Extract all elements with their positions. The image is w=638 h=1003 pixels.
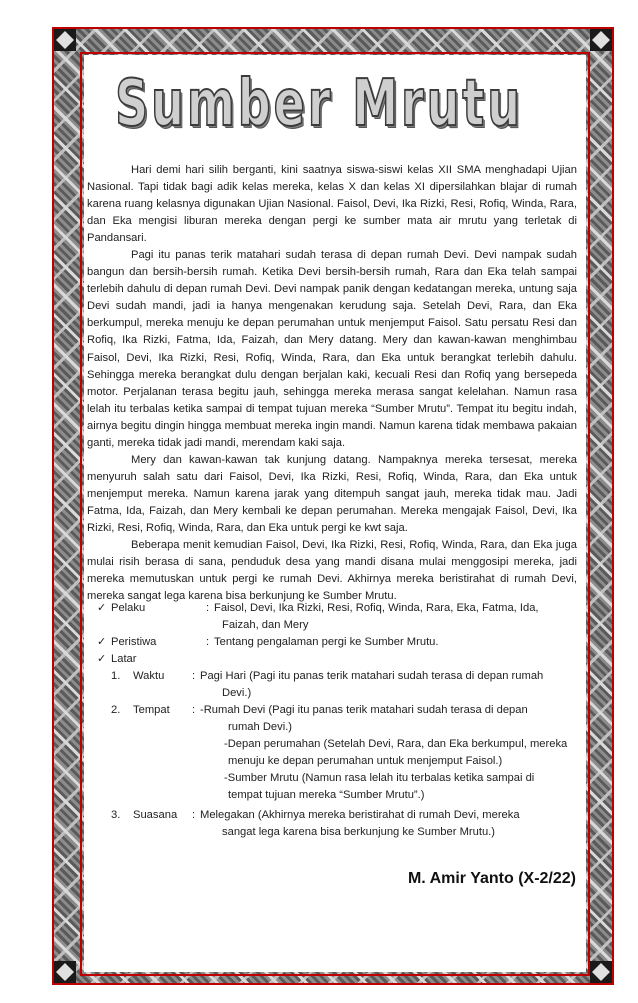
item-value: -Sumber Mrutu (Namun rasa lelah itu terbalas ketika sampai di (224, 772, 535, 784)
list-item-continuation (97, 787, 577, 804)
list-item-continuation (97, 824, 577, 841)
item-colon: : (192, 670, 196, 682)
item-label: Latar (111, 653, 137, 665)
story-paragraph: Beberapa menit kemudian Faisol, Devi, Ika Rizki, Resi, Rofiq, Winda, Rara, dan Eka juga mulai risih berasa di sana, penduduk desa yang mandi disana mulai menggosipi mereka, jadi mereka memutuskan untuk pergi ke rumah Devi. Akhirnya mereka beristirahat di rumah Devi, mereka sangat lega karena bisa berkunjung ke Sumber Mrutu. (87, 539, 577, 603)
check-mark-icon: ✓ (97, 653, 107, 665)
list-item-pelaku (97, 600, 577, 617)
item-value: -Depan perumahan (Setelah Devi, Rara, dan Eka berkumpul, mereka (224, 738, 568, 750)
author-signature: M. Amir Yanto (X-2/22) (407, 870, 576, 887)
list-item-peristiwa (97, 634, 577, 651)
list-item-tempat (97, 702, 577, 719)
item-colon: : (192, 704, 196, 716)
item-value: Faizah, dan Mery (222, 619, 309, 631)
item-number: 2. (111, 704, 121, 716)
list-item-waktu (97, 668, 577, 685)
story-paragraph: Mery dan kawan-kawan tak kunjung datang. Nampaknya mereka tersesat, mereka menyuruh salah satu dari Faisol, Devi, Ika Rizki, Resi, Rofiq, Winda, Rara, dan Eka untuk menjemput mereka. Namun karena jarak yang ditempuh sangat jauh, mereka tidak mau. Jadi Fatma, Ida, Faizah, dan Mery kembali ke depan perumahan. Mereka mengajak Faisol, Devi, Ika Rizki, Resi, Rofiq, Winda, Rara, dan Eka untuk pergi ke kwt saja. (87, 453, 577, 534)
item-label: Tempat (133, 704, 170, 716)
item-value: menuju ke depan perumahan untuk menjemput Faisol.) (228, 755, 503, 767)
corner-ornament-icon (54, 29, 76, 51)
list-item-continuation (97, 770, 577, 787)
page-title: Sumber Mrutu (115, 67, 523, 141)
list-item-continuation (97, 719, 577, 736)
list-item-continuation (97, 753, 577, 770)
item-colon: : (206, 602, 210, 614)
corner-ornament-icon (590, 29, 612, 51)
item-value: Pagi Hari (Pagi itu panas terik matahari sudah terasa di depan rumah (200, 670, 544, 682)
item-value: rumah Devi.) (228, 721, 293, 733)
item-value: -Rumah Devi (Pagi itu panas terik matahari sudah terasa di depan (200, 704, 528, 716)
story-paragraph: Pagi itu panas terik matahari sudah terasa di depan rumah Devi. Devi nampak sudah bangun dan bersih-bersih rumah. Ketika Devi bersih-bersih rumah, Rara dan Eka telah sampai terlebih dahulu di depan rumah Devi. Devi nampak panik dengan kedatangan mereka, untung saja Devi sudah mandi, jadi ia hanya mengenakan kerudung saja. Setelah Devi, Rara, dan Eka berkumpul, mereka menuju ke depan perumahan untuk menjemput Faisol. Satu persatu Resi dan Rofiq, Ika Rizki, Fatma, Ida, Faizah, dan Mery datang. Mery dan kawan-kawan menghimbau Faisol, Devi, Ika Rizki, Resi, Rofiq, Winda, Rara, dan Eka untuk berangkat terlebih dahulu. Sehingga mereka berangkat dulu dengan berjalan kaki, kecuali Resi dan Rofiq yang bersepeda motor. Perjalanan terasa begitu jauh, sehingga mereka merasa sangat kelelahan. Namun rasa lelah itu terbalas ketika sampai di tempat tujuan mereka “Sumber Mrutu”. Tempat itu begitu indah, airnya begitu dingin hingga membuat mereka ingin mandi. Namun karena tidak membawa pakaian ganti, mereka tidak jadi mandi, merendam kaki saja. (87, 249, 577, 449)
item-value: Melegakan (Akhirnya mereka beristirahat di rumah Devi, mereka (200, 809, 520, 821)
check-mark-icon: ✓ (97, 636, 107, 648)
item-label: Peristiwa (111, 636, 157, 648)
item-value: Tentang pengalaman pergi ke Sumber Mrutu. (214, 636, 439, 648)
corner-ornament-icon (590, 961, 612, 983)
check-mark-icon: ✓ (97, 602, 107, 614)
story-analysis-list (97, 600, 577, 841)
item-number: 1. (111, 670, 121, 682)
item-colon: : (192, 809, 196, 821)
story-paragraph: Hari demi hari silih berganti, kini saatnya siswa-siswi kelas XII SMA menghadapi Ujian Nasional. Tapi tidak bagi adik kelas mereka, kelas X dan kelas XI dipersilahkan blajar di rumah karena ruang kelasnya digunakan Ujian Nasional. Faisol, Devi, Ika Rizki, Resi, Rofiq, Winda, Rara, dan Eka mengisi liburan mereka dengan pergi ke sumber mata air mrutu yang terletak di Pandansari. (87, 164, 577, 245)
item-label: Waktu (133, 670, 165, 682)
list-item-suasana (97, 807, 577, 824)
item-value: sangat lega karena bisa berkunjung ke Sumber Mrutu.) (222, 826, 496, 838)
story-text (87, 162, 577, 605)
list-item-latar (97, 651, 577, 668)
item-number: 3. (111, 809, 121, 821)
list-item-continuation (97, 685, 577, 702)
corner-ornament-icon (54, 961, 76, 983)
item-value: Faisol, Devi, Ika Rizki, Resi, Rofiq, Winda, Rara, Eka, Fatma, Ida, (214, 602, 539, 614)
list-item-continuation (97, 617, 577, 634)
item-value: tempat tujuan mereka “Sumber Mrutu”.) (228, 789, 425, 801)
list-item-continuation (97, 736, 577, 753)
item-value: Devi.) (222, 687, 252, 699)
item-colon: : (206, 636, 210, 648)
item-label: Pelaku (111, 602, 146, 614)
item-label: Suasana (133, 809, 178, 821)
